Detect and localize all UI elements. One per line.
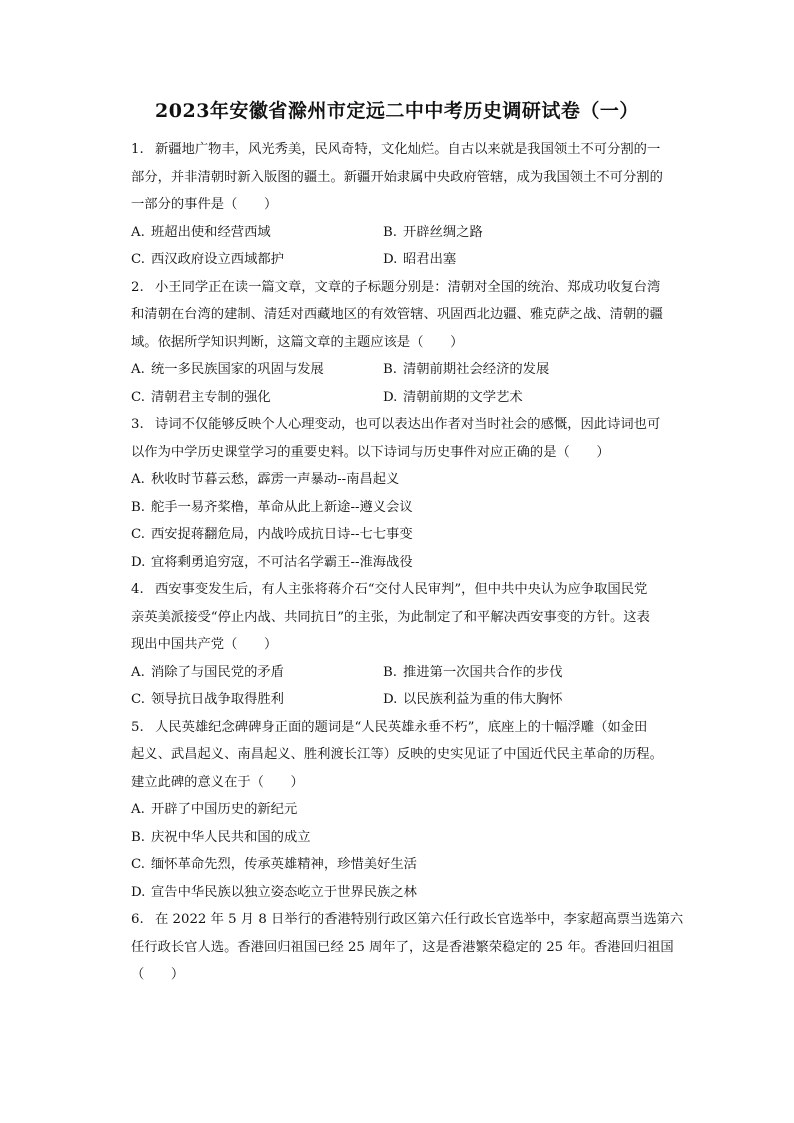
option-c: [131, 384, 383, 412]
question-text: 任行政长官人选。香港回归祖国已经 25 周年了，这是香港繁荣稳定的 25 年。香港回归祖国: [131, 939, 674, 955]
question-text: 人民英雄纪念碑碑身正面的题词是“人民英雄永垂不朽”，底座上的十幅浮雕（如金田: [155, 719, 648, 735]
option-b: [383, 219, 635, 247]
question-text: 和清朝在台湾的建制、清廷对西藏地区的有效管辖、巩固西北边疆、雅克萨之战、清朝的疆: [131, 307, 663, 322]
option-letter: C.: [131, 857, 145, 872]
option-text: 开辟了中国历史的新纪元: [151, 802, 298, 817]
question-5: [131, 714, 691, 907]
question-text: 域。依据所学知识判断，这篇文章的主题应该是（ ）: [131, 334, 464, 350]
question-text: 现出中国共产党（ ）: [131, 637, 278, 652]
option-text: 西安捉蒋翻危局，内战吟成抗日诗--七七事变: [151, 527, 413, 542]
option-text: 西汉政府设立西域都护: [151, 252, 284, 267]
option-letter: A.: [131, 224, 145, 240]
option-c: [131, 521, 691, 549]
option-d: [383, 246, 635, 274]
question-number: 5.: [131, 719, 144, 735]
question-stem-line: [131, 906, 691, 934]
option-d: [383, 686, 635, 714]
question-stem-line: [131, 741, 691, 769]
option-text: 宣告中华民族以独立姿态屹立于世界民族之林: [151, 884, 417, 900]
option-text: 缅怀革命先烈，传承英雄精神，珍惜美好生活: [151, 857, 417, 872]
option-letter: D.: [383, 252, 398, 267]
question-4: [131, 576, 691, 714]
option-d: [131, 549, 691, 577]
question-2: [131, 274, 691, 412]
question-list: [131, 136, 691, 989]
option-text: 消除了与国民党的矛盾: [151, 664, 284, 680]
option-d: [383, 384, 635, 412]
option-a: [131, 659, 383, 687]
option-letter: D.: [131, 554, 146, 570]
question-stem-line: [131, 274, 691, 302]
question-number: 6.: [131, 912, 144, 927]
option-letter: D.: [131, 884, 146, 900]
question-3: [131, 411, 691, 576]
option-list: [131, 466, 691, 576]
option-letter: C.: [131, 527, 145, 542]
question-number: 2.: [131, 279, 144, 295]
option-text: 舵手一易齐桨橹，革命从此上新途--遵义会议: [151, 499, 413, 515]
option-b: [383, 356, 635, 384]
option-d: [131, 879, 691, 907]
question-stem-line: [131, 714, 691, 742]
question-text: （ ）: [131, 967, 185, 982]
question-stem-line: [131, 961, 691, 989]
question-stem-line: [131, 934, 691, 962]
question-stem-line: [131, 191, 691, 219]
option-b: [131, 824, 691, 852]
option-b: [383, 659, 635, 687]
option-text: 班超出使和经营西域: [151, 224, 271, 240]
option-text: 领导抗日战争取得胜利: [151, 692, 284, 707]
option-list: [131, 796, 691, 906]
question-stem-line: [131, 439, 691, 467]
question-text: 部分，并非清朝时新入版图的疆土。新疆开始隶属中央政府管辖，成为我国领土不可分割的: [131, 169, 663, 185]
question-text: 诗词不仅能够反映个人心理变动，也可以表达出作者对当时社会的感慨，因此诗词也可: [155, 417, 661, 432]
question-stem-line: [131, 329, 691, 357]
option-a: [131, 219, 383, 247]
question-number: 3.: [131, 417, 144, 432]
option-c: [131, 246, 383, 274]
option-text: 清朝君主专制的强化: [151, 389, 271, 405]
option-c: [131, 851, 691, 879]
option-b: [131, 494, 691, 522]
option-letter: A.: [131, 472, 145, 487]
question-text: 西安事变发生后，有人主张将蒋介石“交付人民审判”，但中共中央认为应争取国民党: [155, 582, 648, 597]
option-text: 宜将剩勇追穷寇，不可沽名学霸王--淮海战役: [151, 554, 413, 570]
question-text: 亲英美派接受“停止内战、共同抗日”的主张，为此制定了和平解决西安事变的方针。这表: [131, 609, 650, 625]
question-stem-line: [131, 631, 691, 659]
option-letter: B.: [383, 224, 397, 240]
question-1: [131, 136, 691, 274]
option-list: [131, 356, 691, 411]
question-6: [131, 906, 691, 989]
question-stem-line: [131, 136, 691, 164]
question-text: 建立此碑的意义在于（ ）: [131, 774, 304, 790]
option-letter: B.: [383, 362, 397, 377]
option-letter: A.: [131, 664, 145, 680]
option-a: [131, 796, 691, 824]
question-number: 1.: [131, 142, 144, 157]
option-letter: B.: [383, 664, 397, 680]
question-text: 以作为中学历史课堂学习的重要史料。以下诗词与历史事件对应正确的是（ ）: [131, 444, 610, 460]
option-letter: B.: [131, 829, 145, 845]
option-text: 秋收时节暮云愁，霹雳一声暴动--南昌起义: [151, 472, 400, 487]
option-letter: C.: [131, 389, 145, 405]
option-letter: C.: [131, 692, 145, 707]
option-text: 开辟丝绸之路: [403, 224, 483, 240]
option-letter: A.: [131, 362, 145, 377]
option-text: 清朝前期社会经济的发展: [403, 362, 550, 377]
question-text: 小王同学正在读一篇文章，文章的子标题分别是：清朝对全国的统治、郑成功收复台湾: [155, 279, 661, 295]
question-text: 在 2022 年 5 月 8 日举行的香港特别行政区第六任行政长官选举中，李家超高票当选第六: [155, 912, 684, 927]
question-number: 4.: [131, 582, 144, 597]
option-letter: D.: [383, 389, 398, 405]
question-text: 新疆地广物丰，风光秀美，民风奇特，文化灿烂。自古以来就是我国领土不可分割的一: [155, 142, 661, 157]
option-text: 以民族利益为重的伟大胸怀: [403, 692, 563, 707]
option-letter: C.: [131, 252, 145, 267]
question-text: 起义、武昌起义、南昌起义、胜利渡长江等）反映的史实见证了中国近代民主革命的历程。: [131, 747, 663, 762]
option-letter: A.: [131, 802, 145, 817]
option-c: [131, 686, 383, 714]
question-stem-line: [131, 411, 691, 439]
option-text: 昭君出塞: [403, 252, 457, 267]
option-text: 清朝前期的文学艺术: [403, 389, 523, 405]
question-stem-line: [131, 769, 691, 797]
question-stem-line: [131, 604, 691, 632]
option-letter: B.: [131, 499, 145, 515]
option-text: 统一多民族国家的巩固与发展: [151, 362, 324, 377]
question-stem-line: [131, 301, 691, 329]
option-a: [131, 356, 383, 384]
option-text: 庆祝中华人民共和国的成立: [151, 829, 311, 845]
question-stem-line: [131, 576, 691, 604]
option-a: [131, 466, 691, 494]
option-list: [131, 659, 691, 714]
question-stem-line: [131, 164, 691, 192]
option-list: [131, 219, 691, 274]
exam-title: 2023年安徽省滁州市定远二中中考历史调研试卷（一）: [155, 100, 639, 122]
question-text: 一部分的事件是（ ）: [131, 197, 278, 212]
option-letter: D.: [383, 692, 398, 707]
option-text: 推进第一次国共合作的步伐: [403, 664, 563, 680]
